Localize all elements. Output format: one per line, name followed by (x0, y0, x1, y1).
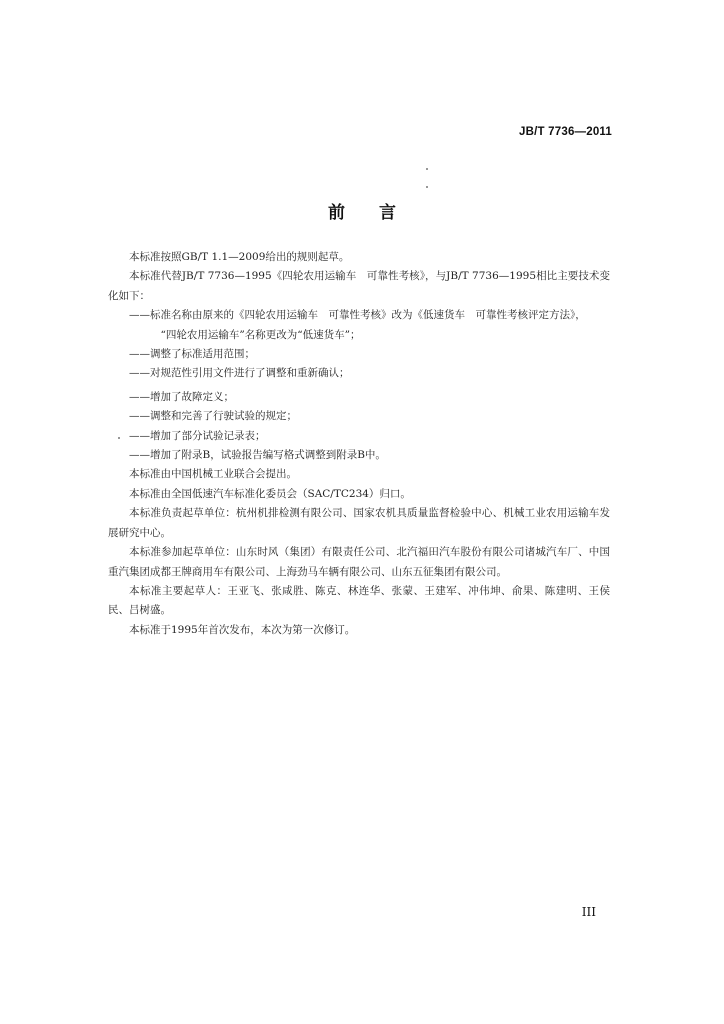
scan-speck (426, 168, 428, 170)
change-item-fault-definition: ——增加了故障定义； (129, 390, 234, 403)
paragraph-technical-committee: 本标准由全国低速汽车标准化委员会（SAC/TC234）归口。 (129, 487, 411, 500)
change-item-scope: ——调整了标准适用范围； (129, 348, 255, 361)
change-item-name-continued: “四轮农用运输车”名称更改为“低速货车”； (160, 328, 361, 341)
paragraph-replacement: 本标准代替JB/T 7736—1995《四轮农用运输车 可靠性考核》，与JB/T 7736—1995相比主要技术变化如下： (108, 270, 610, 302)
change-item-name: ——标准名称由原来的《四轮农用运输车 可靠性考核》改为《低速货车 可靠性考核评定方法》， (129, 309, 586, 322)
paragraph-history: 本标准于1995年首次发布，本次为第一次修订。 (129, 623, 356, 636)
change-item-references: ——对规范性引用文件进行了调整和重新确认； (129, 367, 350, 380)
change-item-record-tables: ——增加了部分试验记录表； (129, 429, 266, 442)
scan-speck (118, 437, 120, 439)
standard-code-header: JB/T 7736—2011 (519, 126, 612, 138)
change-item-appendix-b: ——增加了附录B，试验报告编写格式调整到附录B中。 (129, 449, 386, 462)
page-title: 前言 (328, 203, 430, 223)
change-item-driving-test: ——调整和完善了行驶试验的规定； (129, 410, 297, 423)
paragraph-main-drafters: 本标准主要起草人：王亚飞、张咸胜、陈克、林连华、张蒙、王建军、冲伟坤、俞果、陈建明、王侯民、吕树盛。 (108, 584, 610, 617)
foreword-body (108, 248, 610, 640)
paragraph-participating-drafters: 本标准参加起草单位：山东时风（集团）有限责任公司、北汽福田汽车股份有限公司诸城汽车厂、中国重汽集团成都王牌商用车有限公司、上海劲马车辆有限公司、山东五征集团有限公司。 (108, 546, 610, 578)
paragraph-proposer: 本标准由中国机械工业联合会提出。 (129, 468, 297, 481)
paragraph-drafting-rule: 本标准按照GB/T 1.1—2009给出的规则起草。 (129, 251, 350, 263)
paragraph-lead-drafters: 本标准负责起草单位：杭州机排检测有限公司、国家农机具质量监督检验中心、机械工业农用运输车发展研究中心。 (108, 507, 610, 539)
page-number: III (581, 905, 596, 919)
scan-speck (426, 186, 428, 188)
